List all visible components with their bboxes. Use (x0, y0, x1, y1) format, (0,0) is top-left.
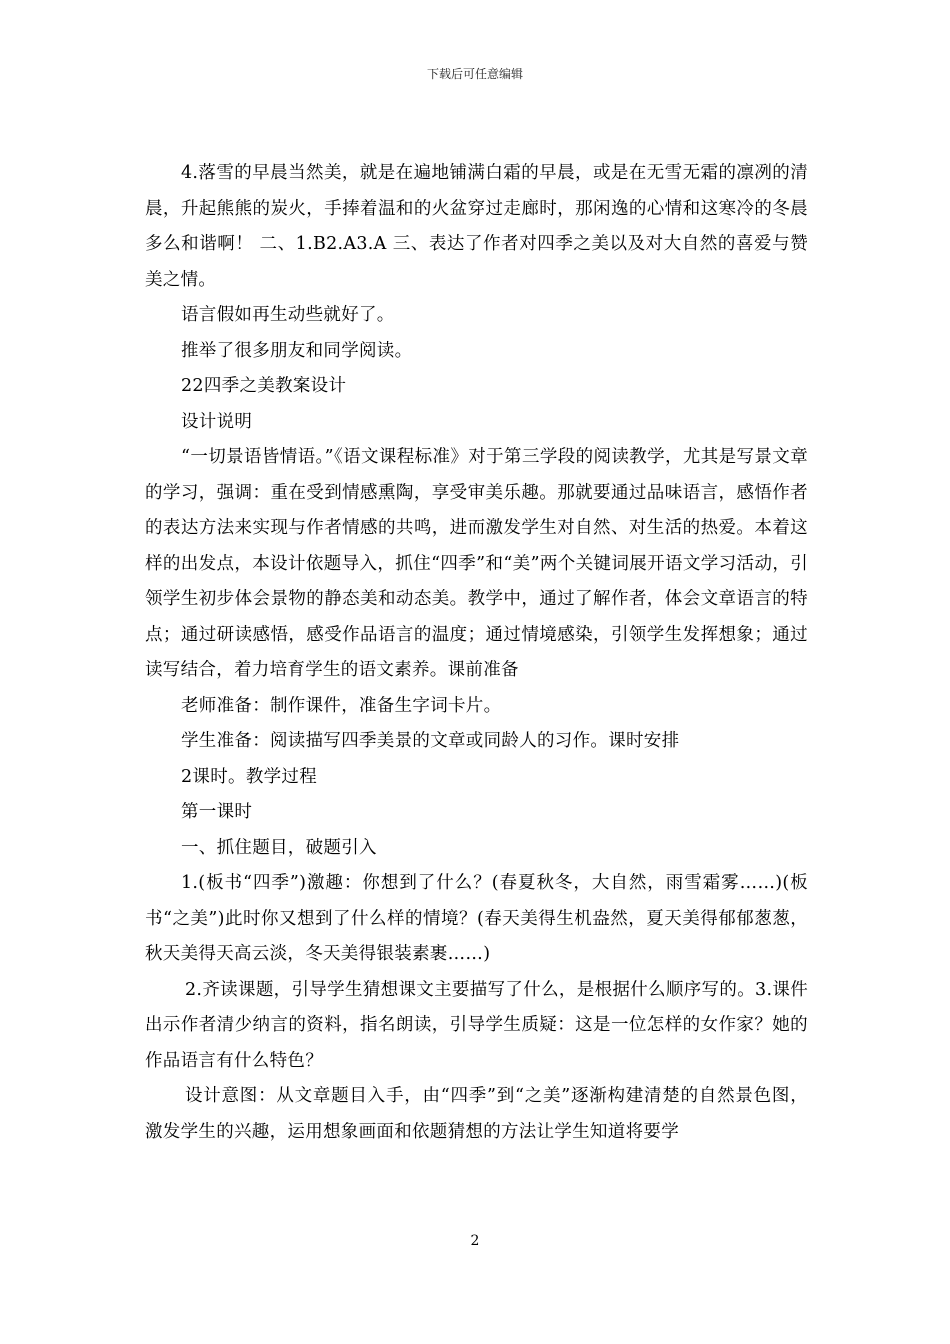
paragraph-answer-winter: 4.落雪的早晨当然美，就是在遍地铺满白霜的早晨，或是在无雪无霜的凛冽的清晨，升起熊熊的炭火，手捧着温和的火盆穿过走廊时，那闲逸的心情和这寒冷的冬晨多么和谐啊！ 二、1.B2.A3.A 三、表达了作者对四季之美以及对大自然的喜爱与赞美之情。 (145, 163, 808, 290)
section-heading-first-lesson: 第一课时 (181, 802, 253, 822)
paragraph-comment-language: 语言假如再生动些就好了。 (181, 305, 395, 325)
page-number: 2 (470, 1233, 480, 1249)
section-heading-design-notes: 设计说明 (181, 411, 253, 432)
paragraph-step-2-3: 2.齐读课题，引导学生猜想课文主要描写了什么，是根据什么顺序写的。3.课件出示作者清少纳言的资料，指名朗读，引导学生质疑：这是一位怎样的女作家？她的作品语言有什么特色？ (145, 979, 808, 1071)
paragraph-teacher-prep: 老师准备：制作课件，准备生字词卡片。 (181, 695, 502, 716)
lesson-plan-title: 22四季之美教案设计 (181, 376, 347, 396)
paragraph-step-1: 1.(板书“四季”)激趣：你想到了什么？(春夏秋冬，大自然，雨雪霜雾……)(板书“之美”)此时你又想到了什么样的情境？(春天美得生机盎然，夏天美得郁郁葱葱，秋天美得天高云淡，冬天美得银装素裹……) (145, 873, 808, 964)
paragraph-student-prep: 学生准备：阅读描写四季美景的文章或同龄人的习作。课时安排 (181, 731, 680, 751)
page-header-note: 下载后可任意编辑 (426, 67, 523, 81)
paragraph-comment-recommend: 推举了很多朋友和同学阅读。 (181, 340, 413, 361)
section-heading-intro: 一、抓住题目，破题引入 (181, 837, 377, 858)
paragraph-class-hours: 2课时。教学过程 (181, 766, 318, 787)
paragraph-design-notes: “一切景语皆情语。”《语文课程标准》对于第三学段的阅读教学，尤其是写景文章的学习，强调：重在受到情感熏陶，享受审美乐趣。那就要通过品味语言，感悟作者的表达方法来实现与作者情感的共鸣，进而激发学生对自然、对生活的热爱。本着这样的出发点，本设计依题导入，抓住“四季”和“美”两个关键词展开语文学习活动，引领学生初步体会景物的静态美和动态美。教学中，通过了解作者，体会文章语言的特点；通过研读感悟，感受作品语言的温度；通过情境感染，引领学生发挥想象；通过读写结合，着力培育学生的语文素养。课前准备 (145, 447, 808, 680)
document-body (145, 156, 808, 1150)
paragraph-design-intent: 设计意图：从文章题目入手，由“四季”到“之美”逐渐构建清楚的自然景色图，激发学生的兴趣，运用想象画面和依题猜想的方法让学生知道将要学 (145, 1086, 808, 1142)
